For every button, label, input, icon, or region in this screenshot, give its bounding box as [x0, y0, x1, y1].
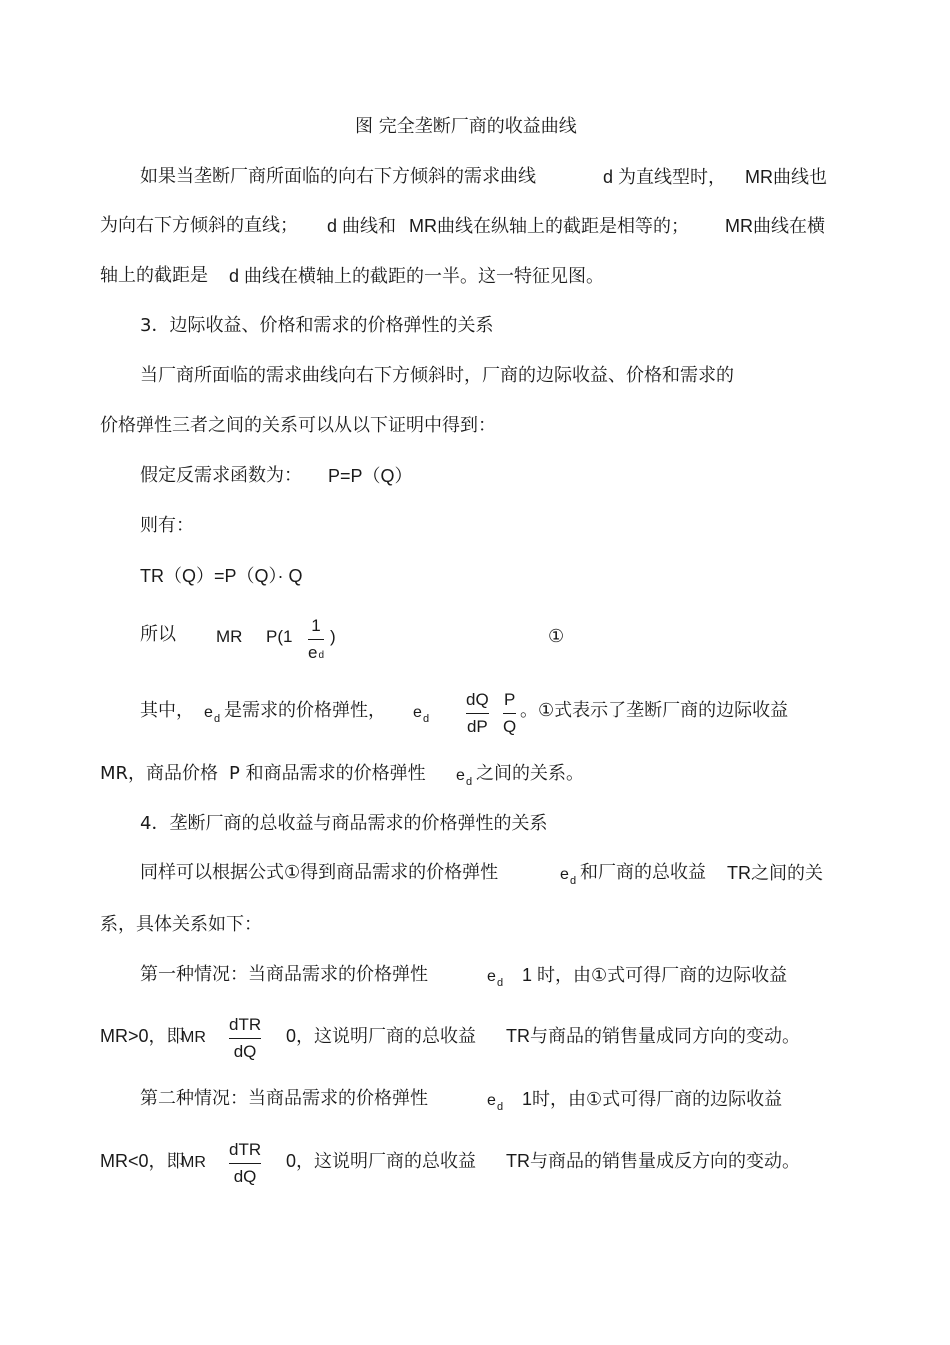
case2-line1-a: 第二种情况：当商品需求的价格弹性: [140, 1088, 428, 1109]
elasticity-line2-c: 之间的关系。: [476, 763, 584, 784]
inverse-demand-formula: P=P（Q）: [328, 466, 413, 486]
case2-symbol: e: [487, 1092, 496, 1109]
fraction-denominator: dQ: [233, 1042, 257, 1061]
case1-mr: MR: [181, 1029, 206, 1046]
case2-fraction: [229, 1141, 261, 1185]
case1-line2-a: MR>0，即: [100, 1026, 185, 1046]
elasticity-line2-b: P 和商品需求的价格弹性: [229, 763, 426, 784]
section-heading-3: 3．边际收益、价格和需求的价格弹性的关系: [140, 315, 494, 336]
tr-formula: TR（Q）=P（Q）· Q: [140, 566, 303, 586]
fraction-denominator: dP: [466, 717, 488, 736]
para3-symbol-subscript: d: [570, 875, 577, 887]
para1-line2-d: MR曲线在横: [725, 216, 825, 236]
para1-line3-b: d 曲线在横轴上的截距的一半。这一特征见图。: [229, 266, 605, 286]
para2-line2: 价格弹性三者之间的关系可以从以下证明中得到：: [100, 415, 496, 436]
section-heading-4: 4．垄断厂商的总收益与商品需求的价格弹性的关系: [140, 813, 548, 834]
mr-formula-mr: MR: [216, 627, 243, 646]
fraction-bar: [229, 1038, 261, 1039]
elasticity-fraction-1: [466, 691, 489, 735]
case1-line1-a: 第一种情况：当商品需求的价格弹性: [140, 964, 428, 985]
fraction-bar: [503, 713, 516, 714]
fraction-denominator: Q: [503, 717, 517, 736]
para1-line1-c: MR曲线也: [745, 167, 827, 187]
fraction-denominator: dQ: [233, 1167, 257, 1186]
para1-line1-b: d 为直线型时，: [603, 167, 727, 187]
case2-line2-b: 0，这说明厂商的总收益: [286, 1151, 477, 1171]
elasticity-symbol-2: e: [413, 704, 422, 721]
fraction-denominator: e: [308, 643, 318, 662]
case1-line1-b: 1 时，由①式可得厂商的边际收益: [522, 965, 788, 985]
mr-formula-p: P(1: [266, 627, 293, 646]
para3-symbol: e: [560, 866, 569, 883]
inverse-demand-label: 假定反需求函数为：: [140, 465, 302, 486]
elasticity-desc: 是需求的价格弹性，: [224, 700, 386, 721]
case2-line2-a: MR<0，即: [100, 1151, 185, 1171]
fraction-numerator: 1: [311, 616, 321, 635]
elasticity-line2-a: MR，商品价格: [100, 763, 219, 784]
case2-mr: MR: [181, 1154, 206, 1171]
para3-line1-a: 同样可以根据公式①得到商品需求的价格弹性: [140, 862, 499, 883]
case1-fraction: [229, 1016, 261, 1060]
para2-line1: 当厂商所面临的需求曲线向右下方倾斜时，厂商的边际收益、价格和需求的: [140, 365, 734, 386]
para1-line3-a: 轴上的截距是: [100, 265, 208, 286]
mr-formula-fraction: [308, 617, 324, 661]
case2-line1-b: 1时，由①式可得厂商的边际收益: [522, 1089, 783, 1109]
elasticity-fraction-2: [503, 691, 516, 735]
fraction-numerator: dTR: [229, 1140, 262, 1159]
fraction-bar: [466, 713, 489, 714]
elasticity-prefix: 其中，: [140, 700, 194, 721]
mr-formula-close: ): [330, 627, 336, 646]
elasticity-line2-symbol: e: [456, 767, 465, 784]
figure-caption: 图 完全垄断厂商的收益曲线: [355, 116, 577, 137]
para3-line1-c: TR之间的关: [727, 863, 823, 883]
para3-line1-b: 和厂商的总收益: [580, 862, 706, 883]
elasticity-symbol-2-subscript: d: [423, 713, 430, 725]
case1-symbol-subscript: d: [497, 977, 504, 989]
fraction-bar: [308, 639, 324, 640]
elasticity-line2-subscript: d: [466, 776, 473, 788]
elasticity-symbol: e: [204, 704, 213, 721]
then-have: 则有：: [140, 515, 194, 536]
case2-symbol-subscript: d: [497, 1101, 504, 1113]
elasticity-suffix: 。①式表示了垄断厂商的边际收益: [520, 700, 789, 721]
case1-line2-b: 0，这说明厂商的总收益: [286, 1026, 477, 1046]
para1-line2-c: MR曲线在纵轴上的截距是相等的；: [409, 216, 689, 236]
para1-line2-b: d 曲线和: [327, 216, 397, 236]
case1-line2-c: TR与商品的销售量成同方向的变动。: [506, 1026, 800, 1046]
para3-line2: 系，具体关系如下：: [100, 914, 262, 935]
mr-formula-prefix: 所以: [140, 624, 176, 645]
fraction-numerator: dTR: [229, 1015, 262, 1034]
case1-symbol: e: [487, 968, 496, 985]
fraction-bar: [229, 1163, 261, 1164]
fraction-denominator-subscript: d: [318, 650, 325, 661]
case2-line2-c: TR与商品的销售量成反方向的变动。: [506, 1151, 800, 1171]
fraction-numerator: dQ: [466, 690, 489, 709]
elasticity-symbol-subscript: d: [214, 713, 221, 725]
equation-marker: ①: [548, 626, 565, 647]
para1-line1-a: 如果当垄断厂商所面临的向右下方倾斜的需求曲线: [140, 166, 536, 187]
para1-line2-a: 为向右下方倾斜的直线；: [100, 215, 298, 236]
fraction-numerator: P: [503, 690, 516, 709]
